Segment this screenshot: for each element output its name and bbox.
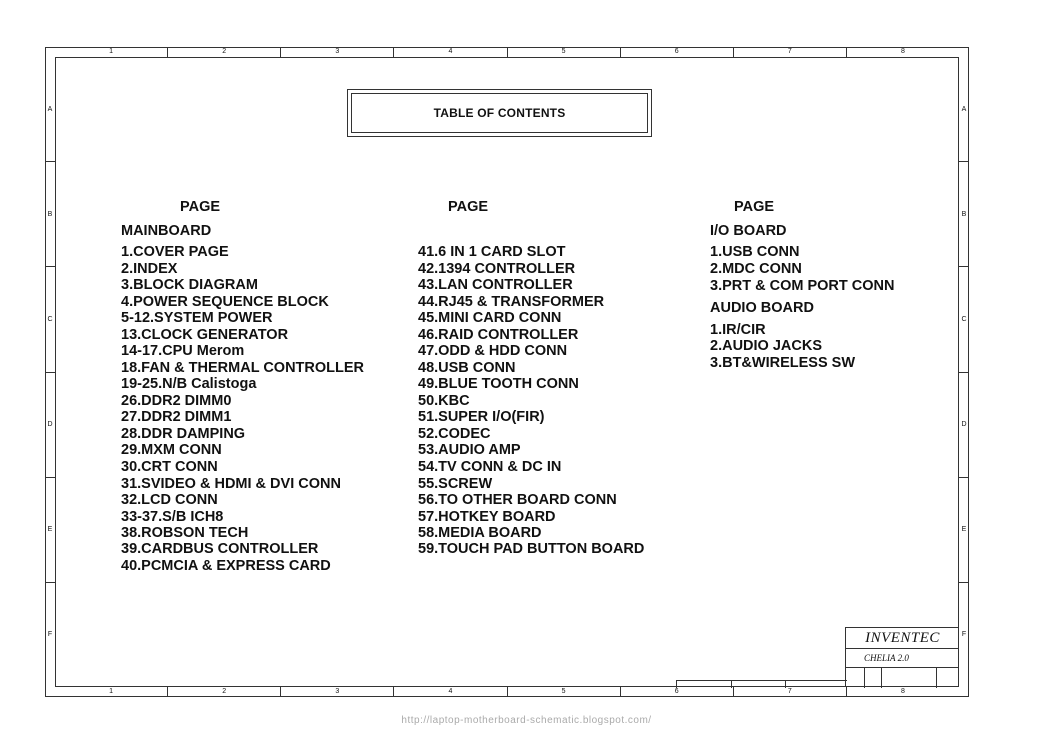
zone-label: D: [959, 372, 969, 477]
zone-label: E: [45, 477, 55, 582]
section-heading: MAINBOARD: [121, 223, 212, 239]
toc-item: 40.PCMCIA & EXPRESS CARD: [121, 558, 331, 574]
zone-label: 2: [167, 47, 280, 57]
toc-item: 2.INDEX: [121, 261, 178, 277]
zone-label: 3: [280, 47, 393, 57]
toc-item: 19-25.N/B Calistoga: [121, 376, 257, 392]
toc-item: 3.BT&WIRELESS SW: [710, 355, 856, 371]
toc-item: 54.TV CONN & DC IN: [418, 459, 562, 475]
toc-item: 55.SCREW: [418, 476, 493, 492]
zone-label: 6: [620, 47, 733, 57]
title-block: [845, 627, 959, 687]
zone-label: 5: [507, 47, 620, 57]
zone-label: A: [961, 105, 967, 113]
toc-item: 51.SUPER I/O(FIR): [418, 409, 545, 425]
company-logo: INVENTEC: [846, 628, 959, 649]
toc-item: 26.DDR2 DIMM0: [121, 393, 232, 409]
title-block-grid: [846, 668, 959, 688]
model-name: CHELIA 2.0: [846, 648, 959, 668]
zone-ruler-bottom: [55, 687, 959, 697]
page-header: PAGE: [180, 199, 221, 215]
toc-item: 32.LCD CONN: [121, 492, 218, 508]
toc-item: 3.PRT & COM PORT CONN: [710, 278, 895, 294]
toc-item: 1.COVER PAGE: [121, 244, 229, 260]
toc-item: 14-17.CPU Merom: [121, 343, 245, 359]
toc-item: 43.LAN CONTROLLER: [418, 277, 573, 293]
zone-label: A: [47, 105, 53, 113]
toc-item: 50.KBC: [418, 393, 470, 409]
toc-item: 58.MEDIA BOARD: [418, 525, 542, 541]
toc-item: 29.MXM CONN: [121, 442, 222, 458]
zone-label: 3: [280, 687, 393, 697]
toc-item: 42.1394 CONTROLLER: [418, 261, 576, 277]
toc-item: 4.POWER SEQUENCE BLOCK: [121, 294, 329, 310]
zone-label: C: [959, 266, 969, 371]
toc-item: 45.MINI CARD CONN: [418, 310, 562, 326]
watermark: http://laptop-motherboard-schematic.blogspot.com/: [401, 715, 652, 726]
zone-label: C: [45, 266, 55, 371]
toc-item: 49.BLUE TOOTH CONN: [418, 376, 579, 392]
revision-strip: [676, 680, 847, 688]
toc-item: 1.USB CONN: [710, 244, 800, 260]
toc-item: 30.CRT CONN: [121, 459, 218, 475]
toc-item: 1.IR/CIR: [710, 322, 766, 338]
toc-item: 57.HOTKEY BOARD: [418, 509, 556, 525]
zone-label: B: [959, 161, 969, 266]
zone-label: 6: [620, 687, 733, 697]
page-header: PAGE: [448, 199, 489, 215]
toc-item: 5-12.SYSTEM POWER: [121, 310, 273, 326]
zone-label: 4: [393, 47, 506, 57]
toc-item: 59.TOUCH PAD BUTTON BOARD: [418, 541, 645, 557]
zone-label: 7: [733, 687, 846, 697]
toc-item: 48.USB CONN: [418, 360, 516, 376]
page-header: PAGE: [734, 199, 775, 215]
title-box: [347, 89, 652, 137]
toc-item: 44.RJ45 & TRANSFORMER: [418, 294, 605, 310]
toc-item: 38.ROBSON TECH: [121, 525, 249, 541]
zone-label: B: [45, 161, 55, 266]
toc-item: 52.CODEC: [418, 426, 491, 442]
zone-ruler-left: [45, 57, 55, 687]
zone-label: 5: [507, 687, 620, 697]
page-title: TABLE OF CONTENTS: [351, 93, 648, 133]
toc-item: 53.AUDIO AMP: [418, 442, 521, 458]
toc-item: 2.MDC CONN: [710, 261, 802, 277]
section-heading: AUDIO BOARD: [710, 300, 814, 316]
toc-item: 2.AUDIO JACKS: [710, 338, 822, 354]
toc-item: 27.DDR2 DIMM1: [121, 409, 232, 425]
toc-item: 56.TO OTHER BOARD CONN: [418, 492, 617, 508]
toc-item: 3.BLOCK DIAGRAM: [121, 277, 258, 293]
zone-label: F: [959, 582, 969, 687]
zone-label: D: [45, 372, 55, 477]
zone-label: E: [959, 477, 969, 582]
zone-label: 1: [109, 48, 114, 55]
zone-label: 2: [167, 687, 280, 697]
zone-label: 1: [109, 688, 114, 695]
toc-item: 28.DDR DAMPING: [121, 426, 246, 442]
toc-item: 13.CLOCK GENERATOR: [121, 327, 289, 343]
zone-label: 7: [733, 47, 846, 57]
toc-item: 31.SVIDEO & HDMI & DVI CONN: [121, 476, 341, 492]
toc-item: 39.CARDBUS CONTROLLER: [121, 541, 319, 557]
zone-ruler-right: [959, 57, 969, 687]
zone-ruler-top: [55, 47, 959, 57]
toc-item: 33-37.S/B ICH8: [121, 509, 224, 525]
zone-label: 4: [393, 687, 506, 697]
zone-label: 8: [846, 687, 959, 697]
toc-item: 18.FAN & THERMAL CONTROLLER: [121, 360, 365, 376]
toc-item: 46.RAID CONTROLLER: [418, 327, 579, 343]
section-heading: I/O BOARD: [710, 223, 787, 239]
zone-label: 8: [846, 47, 959, 57]
zone-label: F: [45, 582, 55, 687]
toc-item: 47.ODD & HDD CONN: [418, 343, 568, 359]
toc-item: 41.6 IN 1 CARD SLOT: [418, 244, 566, 260]
